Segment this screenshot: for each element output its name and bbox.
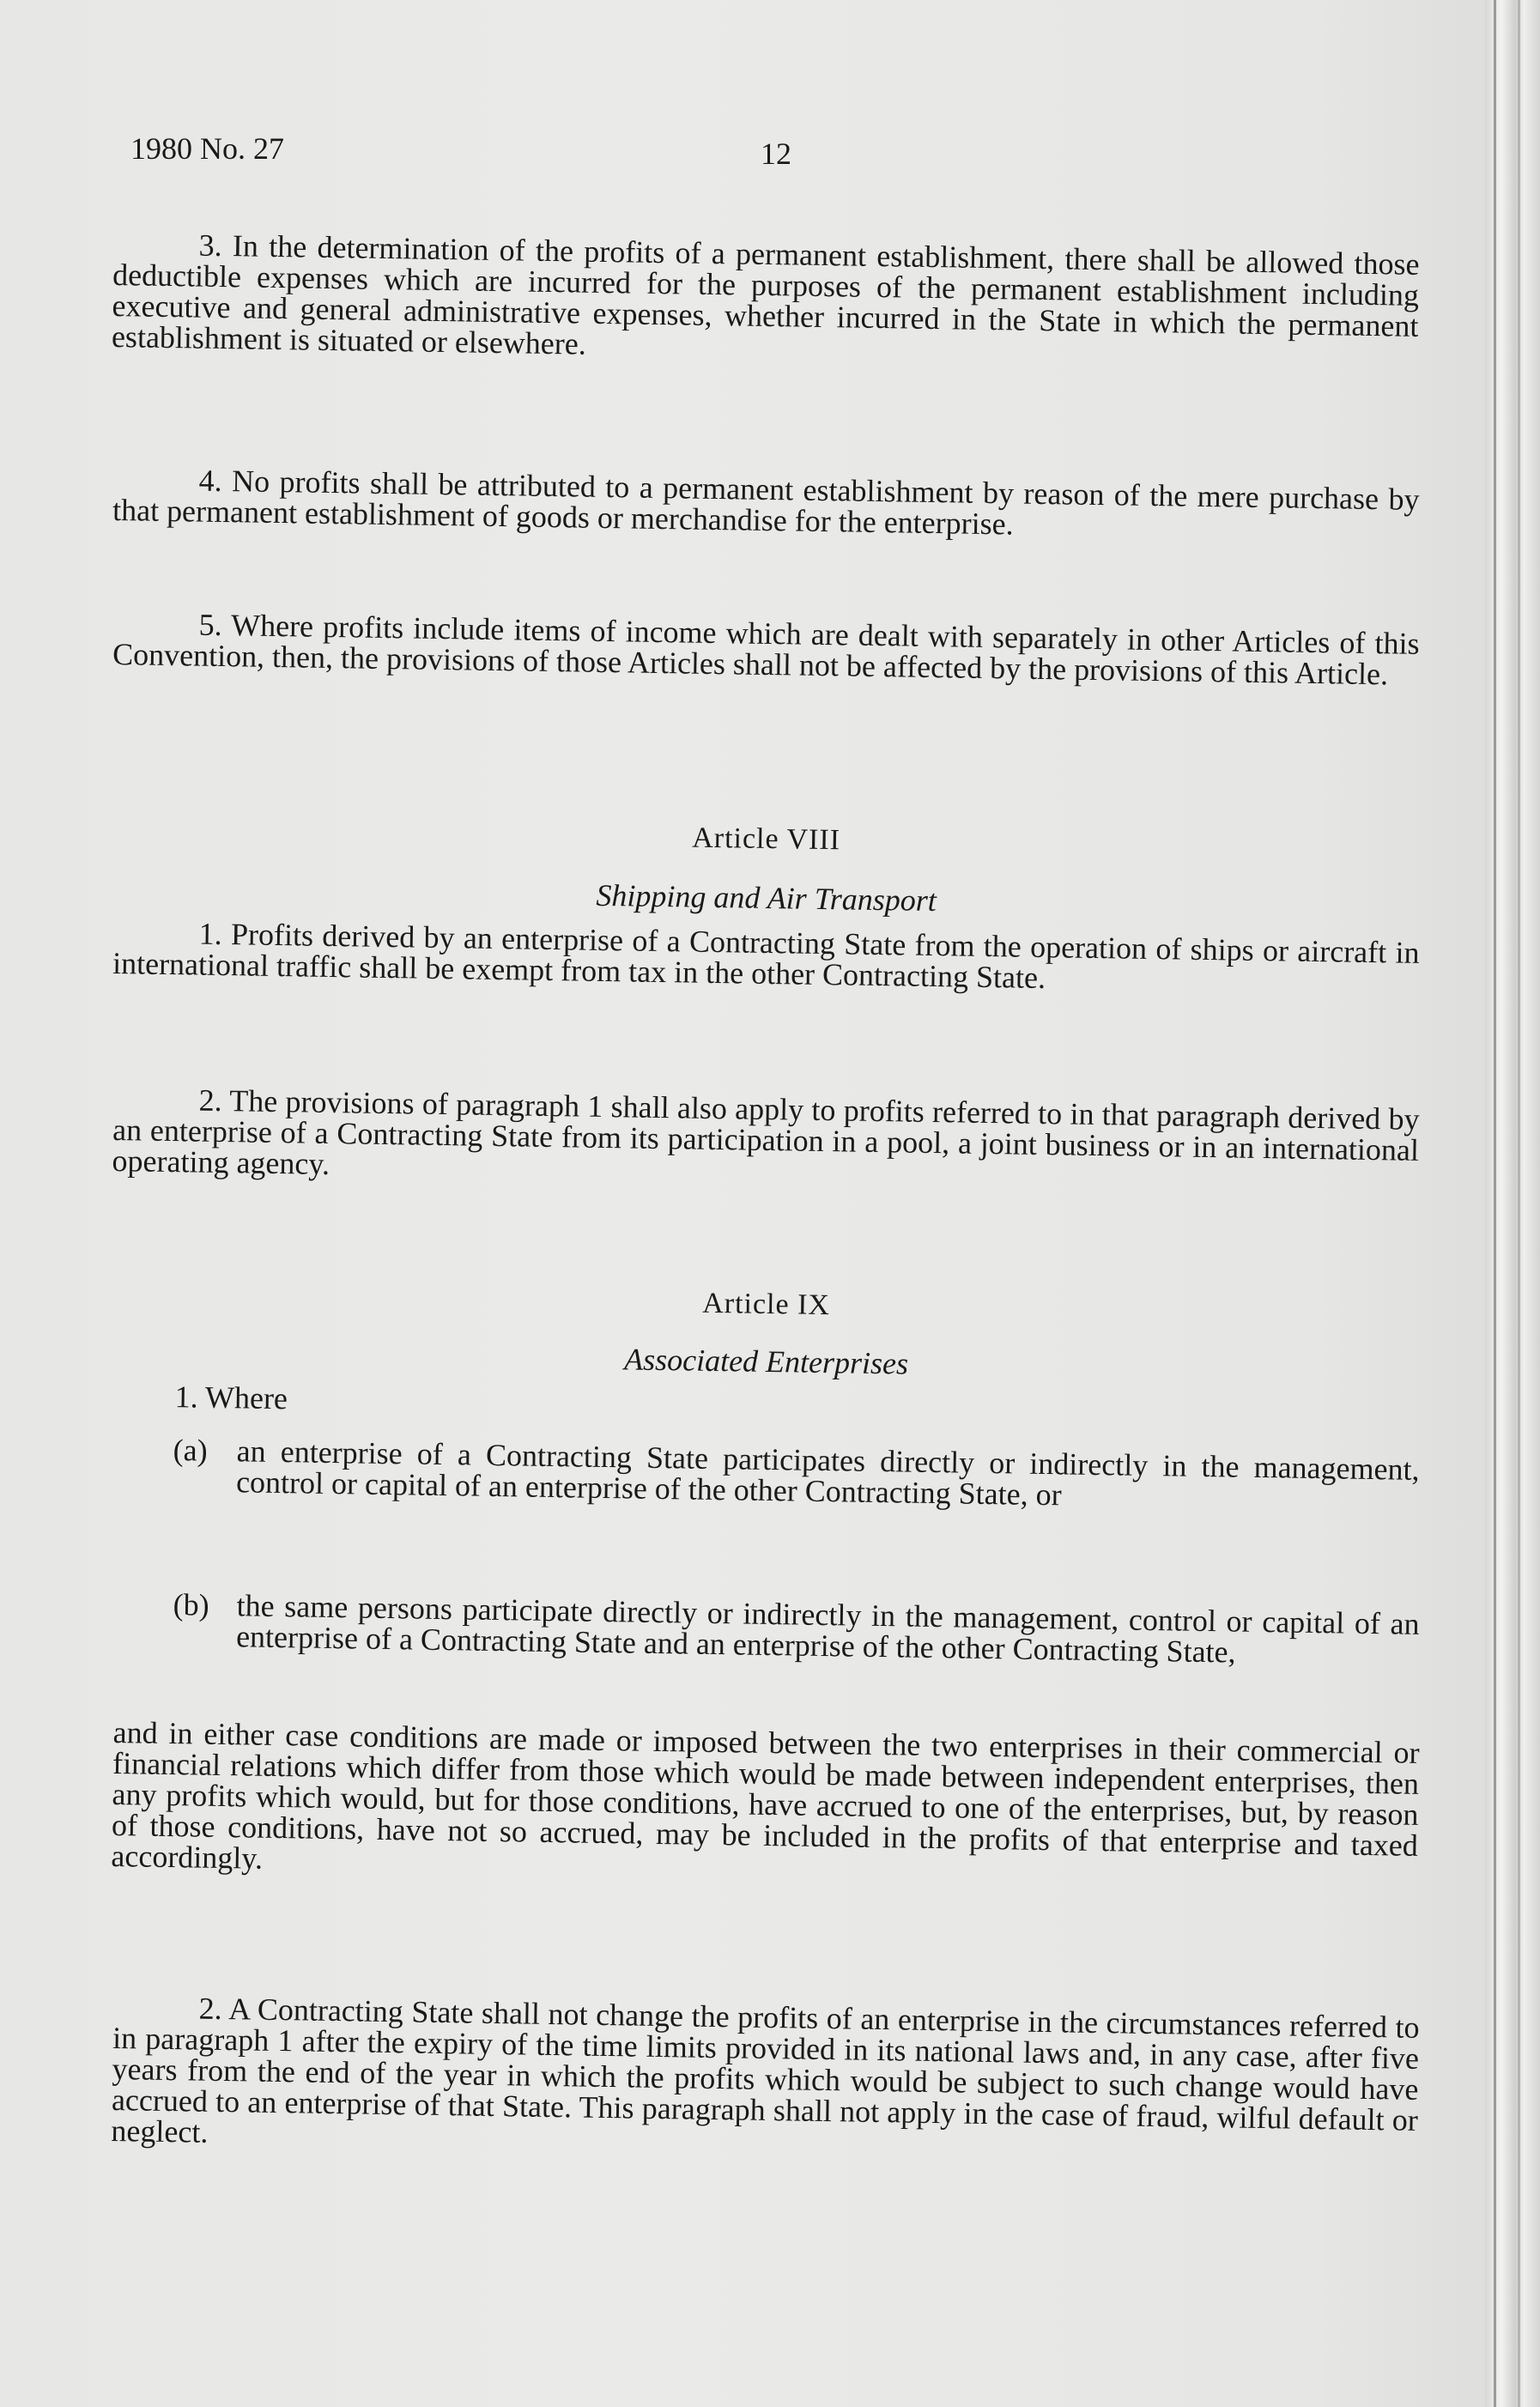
article-9-item-b: (b) the same persons participate directly or indirectly in the management, control or capital of an enterprise of a Contracting State and an enterprise of the other Contracting State, <box>173 1587 1420 1670</box>
article-9-heading: Article IX <box>701 1287 831 1322</box>
article-9-item-a: (a) an enterprise of a Contracting State participates directly or indirectly in the management, control or capital of an enterprise of the other Contracting State, or <box>173 1433 1420 1513</box>
article-9-paragraph-1-continuation: and in either case conditions are made or imposed between the two enterprises in their commercial or financial relations which differ from those which would be made between independent enterprises, then any profits which would, but for those conditions, have accrued to one of the enterprises, but, by reason of those conditions, have not so accrued, may be included in the profits of that enterprise and taxed accordingly. <box>111 1715 1420 1876</box>
article-7-paragraph-3: 3. In the determination of the profits of a permanent establishment, there shall be allowed those deductible expenses which are incurred for the purposes of the permanent establishment including executive and general administrative expenses, whether incurred in the State in which the permanent establishment is situated or elsewhere. <box>111 227 1420 361</box>
article-8-paragraph-1: 1. Profits derived by an enterprise of a Contracting State from the operation of ships or aircraft in international traffic shall be exempt from tax in the other Contracting State. <box>112 916 1420 996</box>
book-binding-edge <box>1485 0 1540 2407</box>
article-8-heading: Article VIII <box>691 822 841 857</box>
article-7-paragraph-4: 4. No profits shall be attributed to a permanent establishment by reason of the mere purchase by that permanent establishment of goods or merchandise for the enterprise. <box>112 463 1420 542</box>
article-8-subheading: Shipping and Air Transport <box>596 877 937 919</box>
document-reference: 1980 No. 27 <box>130 131 284 166</box>
article-9-paragraph-2: 2. A Contracting State shall not change the profits of an enterprise in the circumstances referred to in paragraph 1 after the expiry of the time limits provided in its national laws and, in any case, after five years from the end of the year in which the profits which would be subject to such change would have accrued to an enterprise of that State. This paragraph shall not apply in the case of fraud, wilful default or neglect. <box>111 1991 1420 2149</box>
article-8-paragraph-2: 2. The provisions of paragraph 1 shall also apply to profits referred to in that paragraph derived by an enterprise of a Contracting State from its participation in a pool, a joint business or in an international operating agency. <box>112 1082 1420 1181</box>
article-9-paragraph-1-intro: 1. Where <box>174 1379 288 1416</box>
item-b-label: (b) <box>173 1587 210 1622</box>
article-7-paragraph-5: 5. Where profits include items of income which are dealt with separately in other Articles of this Convention, then, the provisions of those Articles shall not be affected by the provisions of this Article. <box>112 607 1420 692</box>
article-9-subheading: Associated Enterprises <box>623 1342 909 1381</box>
item-a-label: (a) <box>173 1433 208 1468</box>
page-number: 12 <box>761 136 791 171</box>
